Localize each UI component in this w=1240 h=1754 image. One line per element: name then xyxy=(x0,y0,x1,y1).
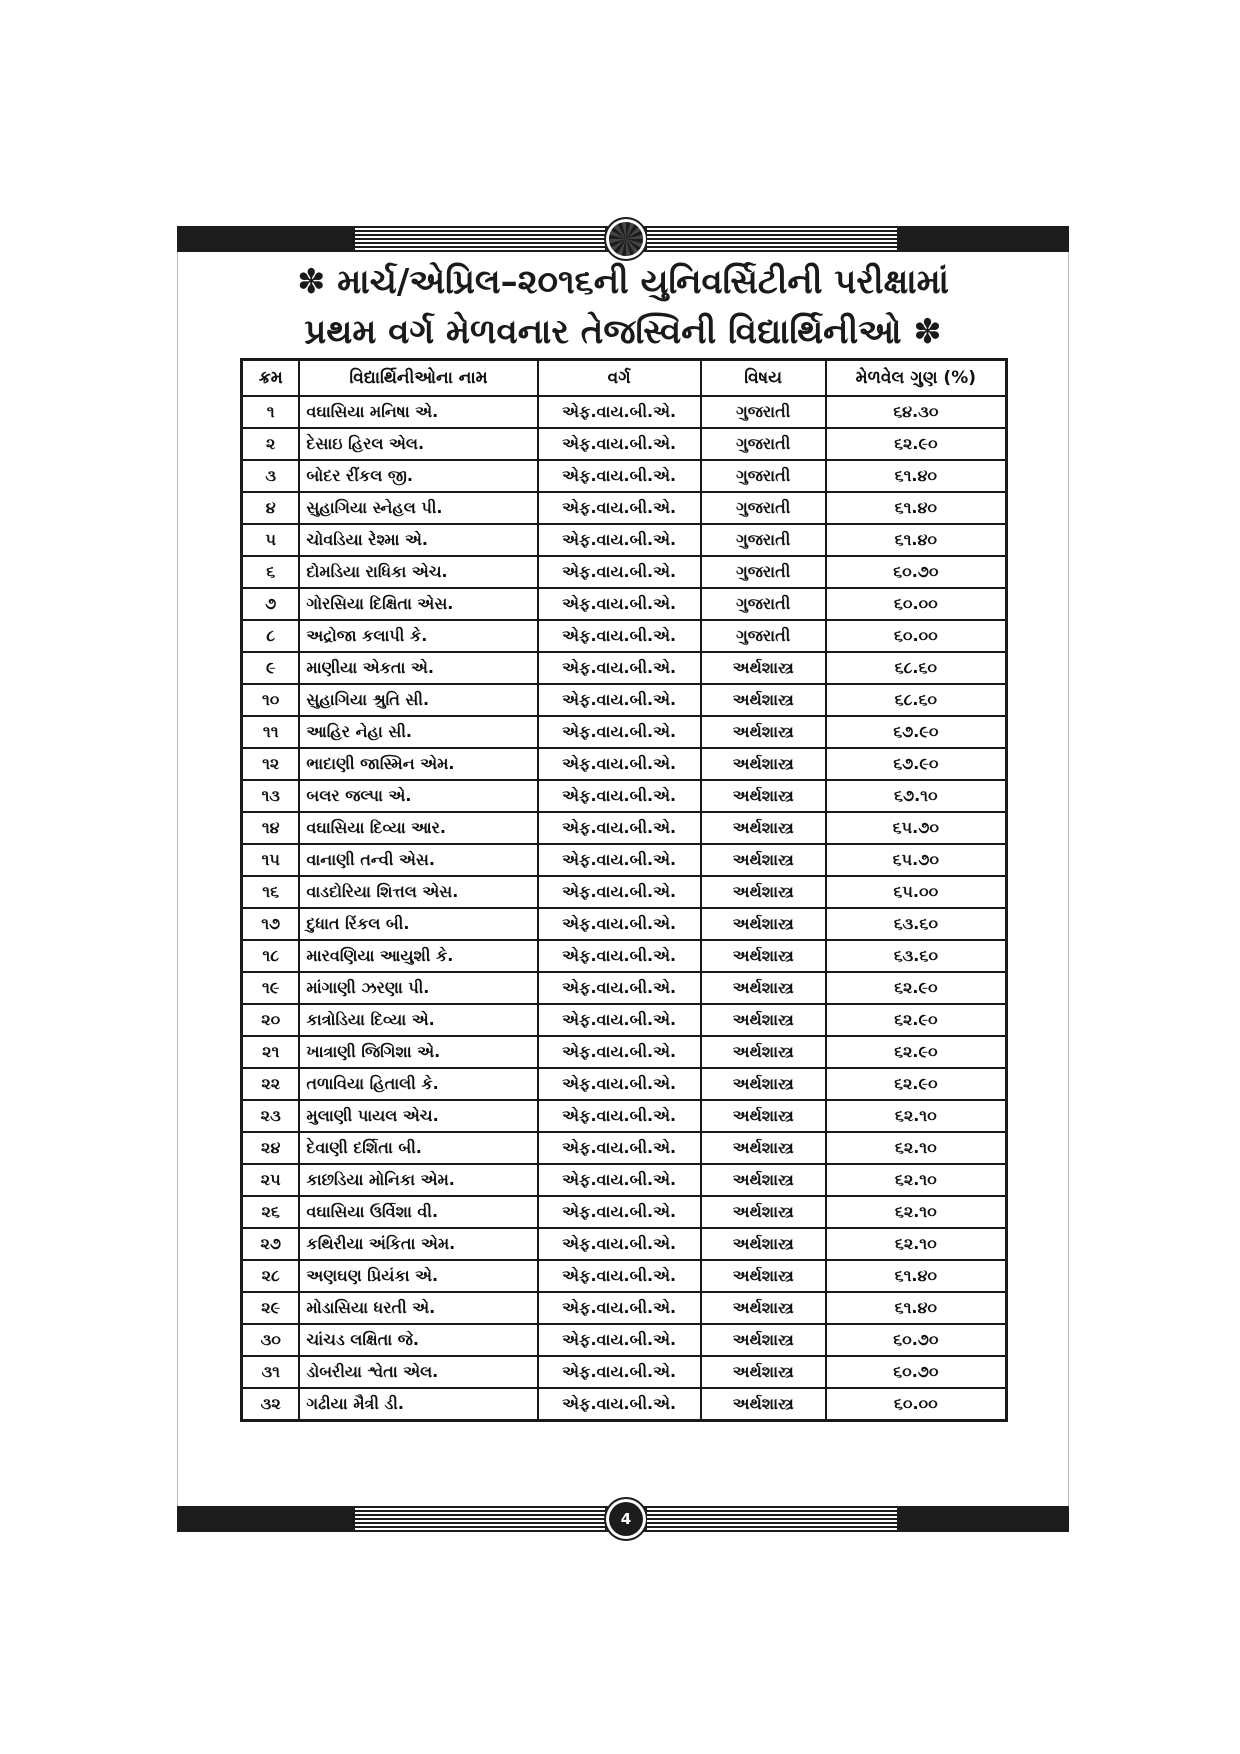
footer-stripes-right xyxy=(647,1506,897,1532)
cell-serial: ૧૧ xyxy=(242,716,300,748)
cell-serial: ૬ xyxy=(242,556,300,588)
cell-serial: ૧૯ xyxy=(242,972,300,1004)
cell-marks: ૬૦.૭૦ xyxy=(826,556,1007,588)
cell-student-name: કથિરીયા અંકિતા એમ. xyxy=(299,1228,537,1260)
cell-marks: ૬૨.૯૦ xyxy=(826,972,1007,1004)
cell-subject: અર્થશાસ્ત્ર xyxy=(701,1324,826,1356)
cell-serial: ૨૩ xyxy=(242,1100,300,1132)
cell-marks: ૬૫.૭૦ xyxy=(826,812,1007,844)
cell-student-name: દેસાઇ હિરલ એલ. xyxy=(299,428,537,460)
cell-serial: ૯ xyxy=(242,652,300,684)
cell-class: એફ.વાય.બી.એ. xyxy=(538,1292,701,1324)
cell-marks: ૬૭.૯૦ xyxy=(826,748,1007,780)
cell-class: એફ.વાય.બી.એ. xyxy=(538,716,701,748)
cell-subject: અર્થશાસ્ત્ર xyxy=(701,1132,826,1164)
cell-student-name: ડોબરીયા શ્વેતા એલ. xyxy=(299,1356,537,1388)
cell-subject: અર્થશાસ્ત્ર xyxy=(701,1388,826,1421)
cell-marks: ૬૮.૬૦ xyxy=(826,652,1007,684)
cell-marks: ૬૨.૯૦ xyxy=(826,1068,1007,1100)
cell-student-name: તળાવિયા હિતાલી કે. xyxy=(299,1068,537,1100)
cell-serial: ૧૩ xyxy=(242,780,300,812)
cell-class: એફ.વાય.બી.એ. xyxy=(538,652,701,684)
students-table xyxy=(240,358,1008,1422)
table-row xyxy=(242,588,1007,620)
cell-marks: ૬૦.૦૦ xyxy=(826,1388,1007,1421)
cell-class: એફ.વાય.બી.એ. xyxy=(538,460,701,492)
cell-serial: ૭ xyxy=(242,588,300,620)
cell-serial: ૨૫ xyxy=(242,1164,300,1196)
cell-subject: અર્થશાસ્ત્ર xyxy=(701,812,826,844)
table-row xyxy=(242,1292,1007,1324)
cell-student-name: વઘાસિયા મનિષા એ. xyxy=(299,396,537,428)
cell-serial: ૧ xyxy=(242,396,300,428)
cell-serial: ૨૯ xyxy=(242,1292,300,1324)
cell-marks: ૬૨.૧૦ xyxy=(826,1132,1007,1164)
cell-subject: ગુજરાતી xyxy=(701,492,826,524)
table-row xyxy=(242,684,1007,716)
cell-serial: ૩ xyxy=(242,460,300,492)
table-row xyxy=(242,1388,1007,1421)
header-marks: મેળવેલ ગુણ (%) xyxy=(826,360,1007,397)
cell-subject: અર્થશાસ્ત્ર xyxy=(701,748,826,780)
cell-serial: ૧૦ xyxy=(242,684,300,716)
table-row xyxy=(242,876,1007,908)
cell-subject: અર્થશાસ્ત્ર xyxy=(701,652,826,684)
table-row xyxy=(242,460,1007,492)
cell-student-name: ખાત્રાણી જિગિશા એ. xyxy=(299,1036,537,1068)
cell-subject: અર્થશાસ્ત્ર xyxy=(701,780,826,812)
cell-marks: ૬૪.૩૦ xyxy=(826,396,1007,428)
cell-student-name: અણઘણ પ્રિયંકા એ. xyxy=(299,1260,537,1292)
page-title-line-1: ✽ માર્ચ/એપ્રિલ–૨૦૧૬ની યુનિવર્સિટીની પરીક્ષામાં xyxy=(296,262,949,302)
cell-student-name: સુહાગિયા સ્નેહલ પી. xyxy=(299,492,537,524)
cell-subject: અર્થશાસ્ત્ર xyxy=(701,1292,826,1324)
cell-marks: ૬૨.૯૦ xyxy=(826,1036,1007,1068)
cell-serial: ૨૭ xyxy=(242,1228,300,1260)
cell-serial: ૨૬ xyxy=(242,1196,300,1228)
cell-student-name: સુહાગિયા શ્રુતિ સી. xyxy=(299,684,537,716)
cell-class: એફ.વાય.બી.એ. xyxy=(538,1036,701,1068)
cell-serial: ૨૦ xyxy=(242,1004,300,1036)
cell-subject: ગુજરાતી xyxy=(701,428,826,460)
cell-class: એફ.વાય.બી.એ. xyxy=(538,1164,701,1196)
cell-class: એફ.વાય.બી.એ. xyxy=(538,588,701,620)
cell-student-name: વાનાણી તન્વી એસ. xyxy=(299,844,537,876)
cell-marks: ૬૦.૦૦ xyxy=(826,620,1007,652)
cell-serial: ૫ xyxy=(242,524,300,556)
cell-subject: અર્થશાસ્ત્ર xyxy=(701,1196,826,1228)
cell-class: એફ.વાય.બી.એ. xyxy=(538,1132,701,1164)
table-row xyxy=(242,1228,1007,1260)
header-stripes-left xyxy=(355,226,605,252)
table-header-row xyxy=(242,360,1007,397)
cell-class: એફ.વાય.બી.એ. xyxy=(538,1100,701,1132)
table-row xyxy=(242,1356,1007,1388)
cell-serial: ૨૮ xyxy=(242,1260,300,1292)
cell-student-name: દુધાત રિંકલ બી. xyxy=(299,908,537,940)
table-row xyxy=(242,1068,1007,1100)
page-number: 4 xyxy=(609,1502,643,1536)
cell-subject: ગુજરાતી xyxy=(701,396,826,428)
cell-student-name: માણીયા એકતા એ. xyxy=(299,652,537,684)
cell-subject: અર્થશાસ્ત્ર xyxy=(701,1068,826,1100)
table-row xyxy=(242,1196,1007,1228)
cell-subject: અર્થશાસ્ત્ર xyxy=(701,1260,826,1292)
cell-student-name: અદ્રોજા કલાપી કે. xyxy=(299,620,537,652)
cell-subject: અર્થશાસ્ત્ર xyxy=(701,940,826,972)
table-row xyxy=(242,1004,1007,1036)
cell-subject: અર્થશાસ્ત્ર xyxy=(701,1228,826,1260)
cell-subject: અર્થશાસ્ત્ર xyxy=(701,1356,826,1388)
table-row xyxy=(242,972,1007,1004)
cell-serial: ૮ xyxy=(242,620,300,652)
cell-subject: અર્થશાસ્ત્ર xyxy=(701,908,826,940)
header-class: વર્ગ xyxy=(538,360,701,397)
footer-stripes-left xyxy=(355,1506,605,1532)
cell-subject: અર્થશાસ્ત્ર xyxy=(701,716,826,748)
cell-serial: ૧૨ xyxy=(242,748,300,780)
cell-student-name: માંગાણી ઝરણા પી. xyxy=(299,972,537,1004)
cell-student-name: ગઢીયા મૈત્રી ડી. xyxy=(299,1388,537,1421)
cell-student-name: કાત્રોડિયા દિવ્યા એ. xyxy=(299,1004,537,1036)
cell-subject: અર્થશાસ્ત્ર xyxy=(701,1164,826,1196)
cell-subject: અર્થશાસ્ત્ર xyxy=(701,684,826,716)
cell-marks: ૬૨.૯૦ xyxy=(826,428,1007,460)
cell-class: એફ.વાય.બી.એ. xyxy=(538,1260,701,1292)
cell-student-name: મારવણિયા આયુશી કે. xyxy=(299,940,537,972)
cell-student-name: ગોરસિયા દિક્ષિતા એસ. xyxy=(299,588,537,620)
cell-class: એફ.વાય.બી.એ. xyxy=(538,428,701,460)
table-row xyxy=(242,396,1007,428)
table-row xyxy=(242,556,1007,588)
cell-marks: ૬૫.૭૦ xyxy=(826,844,1007,876)
cell-subject: અર્થશાસ્ત્ર xyxy=(701,972,826,1004)
cell-marks: ૬૦.૭૦ xyxy=(826,1356,1007,1388)
cell-marks: ૬૨.૧૦ xyxy=(826,1100,1007,1132)
cell-class: એફ.વાય.બી.એ. xyxy=(538,1356,701,1388)
cell-serial: ૧૭ xyxy=(242,908,300,940)
table-row xyxy=(242,524,1007,556)
cell-serial: ૨૧ xyxy=(242,1036,300,1068)
cell-class: એફ.વાય.બી.એ. xyxy=(538,812,701,844)
cell-class: એફ.વાય.બી.એ. xyxy=(538,1324,701,1356)
table-row xyxy=(242,428,1007,460)
table-row xyxy=(242,1132,1007,1164)
cell-class: એફ.વાય.બી.એ. xyxy=(538,524,701,556)
cell-class: એફ.વાય.બી.એ. xyxy=(538,1196,701,1228)
cell-serial: ૩૧ xyxy=(242,1356,300,1388)
cell-student-name: ચાંચડ લક્ષિતા જે. xyxy=(299,1324,537,1356)
cell-student-name: મોડાસિયા ધરતી એ. xyxy=(299,1292,537,1324)
header-name: વિદ્યાર્થિનીઓના નામ xyxy=(299,360,537,397)
cell-serial: ૧૮ xyxy=(242,940,300,972)
cell-subject: ગુજરાતી xyxy=(701,620,826,652)
table-row xyxy=(242,1036,1007,1068)
cell-class: એફ.વાય.બી.એ. xyxy=(538,748,701,780)
cell-class: એફ.વાય.બી.એ. xyxy=(538,844,701,876)
cell-marks: ૬૮.૬૦ xyxy=(826,684,1007,716)
cell-class: એફ.વાય.બી.એ. xyxy=(538,620,701,652)
cell-marks: ૬૧.૪૦ xyxy=(826,1292,1007,1324)
table-row xyxy=(242,492,1007,524)
cell-marks: ૬૧.૪૦ xyxy=(826,460,1007,492)
cell-subject: અર્થશાસ્ત્ર xyxy=(701,1036,826,1068)
cell-subject: અર્થશાસ્ત્ર xyxy=(701,1004,826,1036)
cell-serial: ૨૪ xyxy=(242,1132,300,1164)
table-row xyxy=(242,716,1007,748)
cell-marks: ૬૩.૬૦ xyxy=(826,940,1007,972)
cell-marks: ૬૨.૧૦ xyxy=(826,1228,1007,1260)
cell-subject: ગુજરાતી xyxy=(701,460,826,492)
cell-class: એફ.વાય.બી.એ. xyxy=(538,908,701,940)
table-row xyxy=(242,812,1007,844)
cell-class: એફ.વાય.બી.એ. xyxy=(538,396,701,428)
cell-student-name: વઘાસિયા દિવ્યા આર. xyxy=(299,812,537,844)
cell-serial: ૪ xyxy=(242,492,300,524)
table-row xyxy=(242,908,1007,940)
cell-marks: ૬૦.૭૦ xyxy=(826,1324,1007,1356)
cell-serial: ૨૨ xyxy=(242,1068,300,1100)
cell-class: એફ.વાય.બી.એ. xyxy=(538,1388,701,1421)
cell-marks: ૬૭.૯૦ xyxy=(826,716,1007,748)
cell-subject: અર્થશાસ્ત્ર xyxy=(701,876,826,908)
cell-class: એફ.વાય.બી.એ. xyxy=(538,876,701,908)
footer-band xyxy=(177,1506,1069,1532)
cell-subject: ગુજરાતી xyxy=(701,588,826,620)
cell-student-name: બોદર રીંકલ જી. xyxy=(299,460,537,492)
cell-marks: ૬૩.૬૦ xyxy=(826,908,1007,940)
header-seal-icon xyxy=(609,222,643,256)
header-subject: વિષય xyxy=(701,360,826,397)
cell-marks: ૬૨.૯૦ xyxy=(826,1004,1007,1036)
cell-class: એફ.વાય.બી.એ. xyxy=(538,972,701,1004)
cell-student-name: બલર જલ્પા એ. xyxy=(299,780,537,812)
cell-serial: ૧૪ xyxy=(242,812,300,844)
cell-serial: ૩૦ xyxy=(242,1324,300,1356)
cell-student-name: વાડદોરિયા શિત્તલ એસ. xyxy=(299,876,537,908)
cell-marks: ૬૫.૦૦ xyxy=(826,876,1007,908)
table-row xyxy=(242,620,1007,652)
table-row xyxy=(242,1164,1007,1196)
cell-subject: ગુજરાતી xyxy=(701,524,826,556)
cell-marks: ૬૨.૧૦ xyxy=(826,1164,1007,1196)
cell-marks: ૬૦.૦૦ xyxy=(826,588,1007,620)
cell-class: એફ.વાય.બી.એ. xyxy=(538,1004,701,1036)
header-band xyxy=(177,226,1069,252)
cell-student-name: ભાદાણી જાસ્મિન એમ. xyxy=(299,748,537,780)
table-row xyxy=(242,1100,1007,1132)
table-row xyxy=(242,652,1007,684)
cell-marks: ૬૧.૪૦ xyxy=(826,492,1007,524)
page-title-line-2: પ્રથમ વર્ગ મેળવનાર તેજસ્વિની વિદ્યાર્થિનીઓ ✽ xyxy=(304,312,942,352)
header-stripes-right xyxy=(647,226,897,252)
table-row xyxy=(242,1260,1007,1292)
table-row xyxy=(242,1324,1007,1356)
cell-student-name: દોમડિયા રાધિકા એચ. xyxy=(299,556,537,588)
cell-student-name: મુલાણી પાયલ એચ. xyxy=(299,1100,537,1132)
table-row xyxy=(242,844,1007,876)
cell-student-name: ચોવડિયા રેશ્મા એ. xyxy=(299,524,537,556)
cell-serial: ૧૬ xyxy=(242,876,300,908)
cell-marks: ૬૧.૪૦ xyxy=(826,524,1007,556)
table-row xyxy=(242,940,1007,972)
cell-subject: અર્થશાસ્ત્ર xyxy=(701,1100,826,1132)
table-row xyxy=(242,748,1007,780)
cell-student-name: વઘાસિયા ઉર્વિશા વી. xyxy=(299,1196,537,1228)
cell-marks: ૬૭.૧૦ xyxy=(826,780,1007,812)
cell-class: એફ.વાય.બી.એ. xyxy=(538,684,701,716)
header-serial: ક્રમ xyxy=(242,360,300,397)
cell-subject: અર્થશાસ્ત્ર xyxy=(701,844,826,876)
cell-marks: ૬૨.૧૦ xyxy=(826,1196,1007,1228)
table-row xyxy=(242,780,1007,812)
cell-class: એફ.વાય.બી.એ. xyxy=(538,940,701,972)
cell-student-name: આહિર નેહા સી. xyxy=(299,716,537,748)
cell-class: એફ.વાય.બી.એ. xyxy=(538,556,701,588)
cell-student-name: કાછડિયા મોનિકા એમ. xyxy=(299,1164,537,1196)
cell-serial: ૩૨ xyxy=(242,1388,300,1421)
cell-serial: ૧૫ xyxy=(242,844,300,876)
cell-class: એફ.વાય.બી.એ. xyxy=(538,780,701,812)
cell-marks: ૬૧.૪૦ xyxy=(826,1260,1007,1292)
cell-student-name: દેવાણી દર્શિતા બી. xyxy=(299,1132,537,1164)
cell-class: એફ.વાય.બી.એ. xyxy=(538,1068,701,1100)
cell-class: એફ.વાય.બી.એ. xyxy=(538,492,701,524)
cell-class: એફ.વાય.બી.એ. xyxy=(538,1228,701,1260)
cell-subject: ગુજરાતી xyxy=(701,556,826,588)
cell-serial: ૨ xyxy=(242,428,300,460)
